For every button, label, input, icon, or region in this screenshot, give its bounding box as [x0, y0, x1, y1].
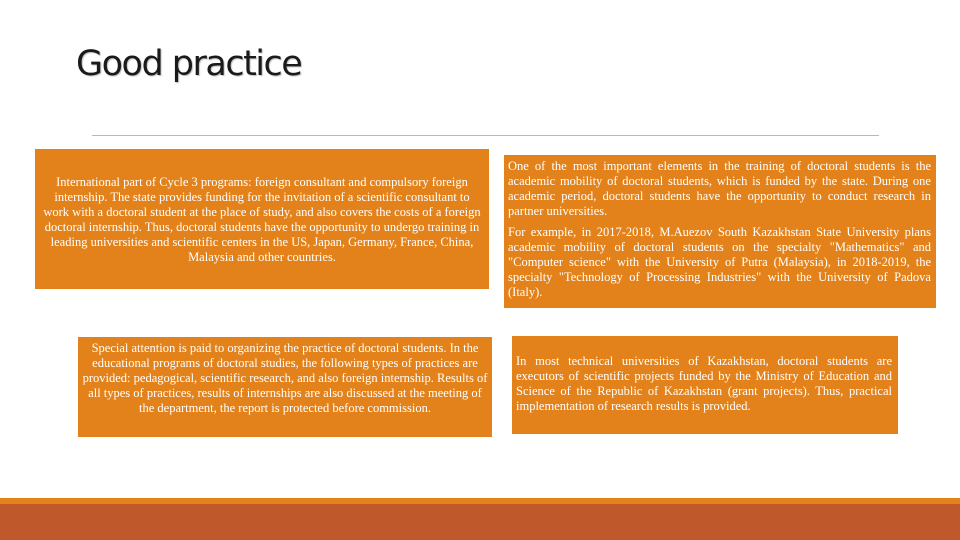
info-box-text: Special attention is paid to organizing the practice of doctoral students. In the educational programs of doctoral studies, the following types of practices are provided: pedagogical, scientific research, and also foreign internship. Results of all types of practices, results of internships are also discussed at the meeting of the department, the report is protected before commission.: [82, 341, 488, 415]
slide-title: Good practice: [76, 44, 302, 84]
info-box-scientific-projects: [512, 336, 898, 434]
info-box-text: In most technical universities of Kazakhstan, doctoral students are executors of scientific projects funded by the Ministry of Education and Science of the Republic of Kazakhstan (grant projects). Thus, practical implementation of research results is provided.: [516, 354, 892, 413]
footer-band: [0, 504, 960, 540]
info-box-text: For example, in 2017-2018, M.Auezov South Kazakhstan State University plans academic mobility of doctoral students on the specialty "Mathematics" and "Computer science" with the University of Putra (Malaysia), in 2018-2019, the specialty "Technology of Processing Industries" with the University of Padova (Italy).: [508, 225, 931, 299]
info-box-international-programs: [35, 149, 489, 289]
title-divider: [92, 135, 879, 136]
info-box-practice: [78, 337, 492, 437]
info-box-text: International part of Cycle 3 programs: foreign consultant and compulsory foreign internship. The state provides funding for the invitation of a scientific consultant to work with a doctoral student at the place of study, and also covers the costs of a foreign doctoral internship. Thus, doctoral students have the opportunity to undergo training in leading universities and scientific centers in the US, Japan, Germany, France, China, Malaysia and other countries.: [43, 175, 481, 264]
info-box-academic-mobility: [504, 155, 936, 308]
info-box-text: One of the most important elements in the training of doctoral students is the academic mobility of doctoral students, which is funded by the state. During one academic period, doctoral students have the opportunity to conduct research in partner universities.: [508, 159, 931, 218]
